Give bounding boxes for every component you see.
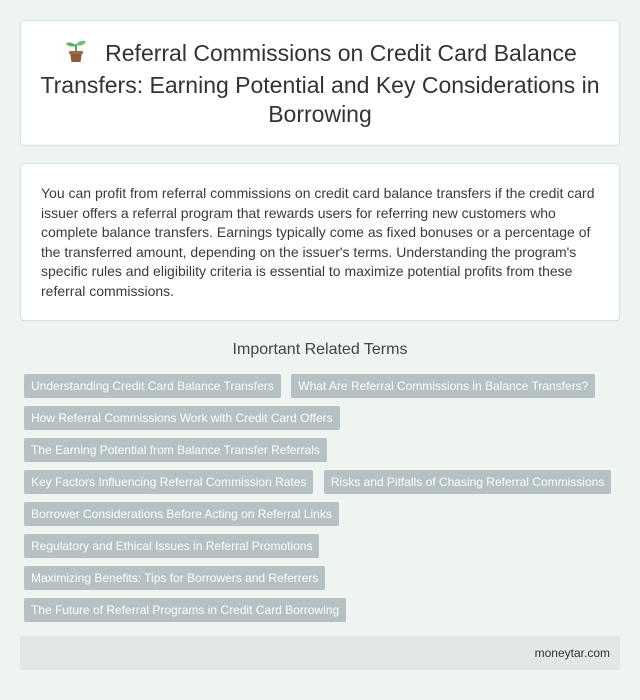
related-term-tag[interactable]: Risks and Pitfalls of Chasing Referral Commissions xyxy=(324,470,611,494)
article-body: You can profit from referral commissions on credit card balance transfers if the credit card issuer offers a referral program that rewards users for referring new customers who complete balance transfers. Earnings typically come as fixed bonuses or a percentage of the transferred amount, depending on the issuer's terms. Understanding the program's specific rules and eligibility criteria is essential to maximize potential profits from these referral commissions. xyxy=(41,185,595,299)
page-title xyxy=(21,38,619,129)
related-term-tag[interactable]: What Are Referral Commissions in Balance Transfers? xyxy=(291,374,595,398)
related-terms-heading: Important Related Terms xyxy=(232,341,408,358)
footer xyxy=(20,636,620,670)
related-term-tag[interactable]: Regulatory and Ethical Issues in Referral Promotions xyxy=(24,534,319,558)
related-term-tag[interactable]: The Future of Referral Programs in Credit Card Borrowing xyxy=(24,598,346,622)
related-term-tag[interactable]: Maximizing Benefits: Tips for Borrowers and Referrers xyxy=(24,566,325,590)
related-term-tag[interactable]: The Earning Potential from Balance Transfer Referrals xyxy=(24,438,327,462)
related-term-tag[interactable]: Understanding Credit Card Balance Transfers xyxy=(24,374,281,398)
footer-site-link[interactable]: moneytar.com xyxy=(534,646,610,660)
title-card xyxy=(20,20,620,146)
page-title-text: Referral Commissions on Credit Card Balance Transfers: Earning Potential and Key Considerations in Borrowing xyxy=(40,39,600,127)
related-term-tag[interactable]: Borrower Considerations Before Acting on Referral Links xyxy=(24,502,339,526)
article-card xyxy=(20,163,620,321)
sprout-icon xyxy=(63,38,89,71)
related-term-tag[interactable]: How Referral Commissions Work with Credit Card Offers xyxy=(24,406,340,430)
related-terms-list xyxy=(24,374,620,630)
related-term-tag[interactable]: Key Factors Influencing Referral Commission Rates xyxy=(24,470,313,494)
